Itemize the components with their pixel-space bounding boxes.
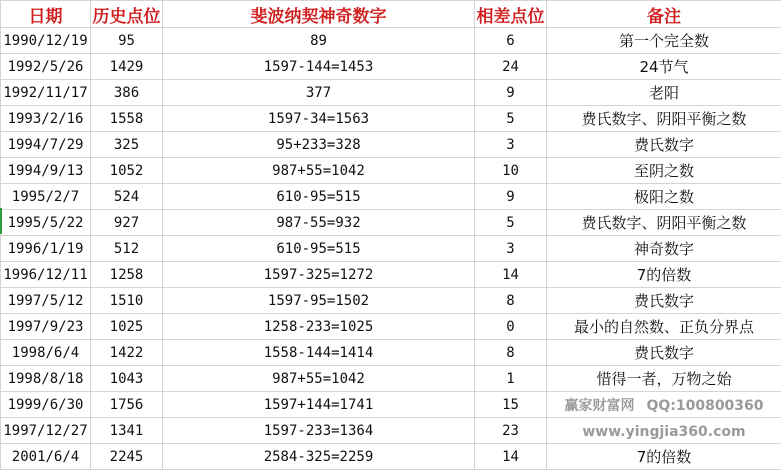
cell-historical-level[interactable]: 1558 bbox=[91, 106, 163, 132]
cell-note[interactable]: 最小的自然数、正负分界点 bbox=[547, 314, 781, 340]
table-row bbox=[1, 236, 781, 262]
cell-fibonacci-number[interactable]: 1597-233=1364 bbox=[163, 418, 475, 444]
header-fibonacci-number[interactable]: 斐波纳契神奇数字 bbox=[163, 1, 475, 28]
cell-historical-level[interactable]: 1756 bbox=[91, 392, 163, 418]
cell-fibonacci-number[interactable]: 1558-144=1414 bbox=[163, 340, 475, 366]
cell-historical-level[interactable]: 95 bbox=[91, 28, 163, 54]
cell-historical-level[interactable]: 1429 bbox=[91, 54, 163, 80]
table-row bbox=[1, 262, 781, 288]
active-row-marker bbox=[0, 208, 2, 234]
cell-historical-level[interactable]: 1258 bbox=[91, 262, 163, 288]
cell-fibonacci-number[interactable]: 1258-233=1025 bbox=[163, 314, 475, 340]
table-row bbox=[1, 210, 781, 236]
table-row bbox=[1, 288, 781, 314]
cell-date[interactable]: 1994/9/13 bbox=[1, 158, 91, 184]
cell-date[interactable]: 1998/6/4 bbox=[1, 340, 91, 366]
cell-date[interactable]: 1996/1/19 bbox=[1, 236, 91, 262]
cell-difference[interactable]: 10 bbox=[475, 158, 547, 184]
table-row bbox=[1, 392, 781, 418]
cell-historical-level[interactable]: 325 bbox=[91, 132, 163, 158]
cell-note[interactable] bbox=[547, 418, 781, 444]
cell-note[interactable]: 费氏数字 bbox=[547, 340, 781, 366]
cell-historical-level[interactable]: 927 bbox=[91, 210, 163, 236]
cell-difference[interactable]: 14 bbox=[475, 444, 547, 470]
cell-difference[interactable]: 8 bbox=[475, 340, 547, 366]
cell-difference[interactable]: 5 bbox=[475, 210, 547, 236]
cell-date[interactable]: 1993/2/16 bbox=[1, 106, 91, 132]
cell-date[interactable]: 1992/11/17 bbox=[1, 80, 91, 106]
cell-difference[interactable]: 6 bbox=[475, 28, 547, 54]
cell-date[interactable]: 1997/5/12 bbox=[1, 288, 91, 314]
table-row bbox=[1, 418, 781, 444]
table-row bbox=[1, 54, 781, 80]
cell-fibonacci-number[interactable]: 89 bbox=[163, 28, 475, 54]
table-row bbox=[1, 80, 781, 106]
cell-fibonacci-number[interactable]: 1597-34=1563 bbox=[163, 106, 475, 132]
cell-difference[interactable]: 0 bbox=[475, 314, 547, 340]
cell-date[interactable]: 2001/6/4 bbox=[1, 444, 91, 470]
cell-difference[interactable]: 3 bbox=[475, 132, 547, 158]
cell-note[interactable]: 24节气 bbox=[547, 54, 781, 80]
cell-fibonacci-number[interactable]: 2584-325=2259 bbox=[163, 444, 475, 470]
cell-note[interactable]: 至阴之数 bbox=[547, 158, 781, 184]
cell-historical-level[interactable]: 524 bbox=[91, 184, 163, 210]
watermark-url: www.yingjia360.com bbox=[582, 423, 746, 440]
cell-note[interactable]: 老阳 bbox=[547, 80, 781, 106]
cell-difference[interactable]: 23 bbox=[475, 418, 547, 444]
table-row bbox=[1, 366, 781, 392]
cell-date[interactable]: 1994/7/29 bbox=[1, 132, 91, 158]
cell-fibonacci-number[interactable]: 95+233=328 bbox=[163, 132, 475, 158]
table-row bbox=[1, 106, 781, 132]
header-historical-level[interactable]: 历史点位 bbox=[91, 1, 163, 28]
cell-fibonacci-number[interactable]: 987-55=932 bbox=[163, 210, 475, 236]
cell-historical-level[interactable]: 1043 bbox=[91, 366, 163, 392]
cell-date[interactable]: 1992/5/26 bbox=[1, 54, 91, 80]
cell-note[interactable]: 7的倍数 bbox=[547, 262, 781, 288]
cell-note[interactable]: 费氏数字 bbox=[547, 288, 781, 314]
cell-date[interactable]: 1999/6/30 bbox=[1, 392, 91, 418]
header-date[interactable]: 日期 bbox=[1, 1, 91, 28]
table-row bbox=[1, 158, 781, 184]
cell-difference[interactable]: 3 bbox=[475, 236, 547, 262]
cell-difference[interactable]: 14 bbox=[475, 262, 547, 288]
cell-date[interactable]: 1995/5/22 bbox=[1, 210, 91, 236]
cell-date[interactable]: 1990/12/19 bbox=[1, 28, 91, 54]
cell-historical-level[interactable]: 1052 bbox=[91, 158, 163, 184]
cell-difference[interactable]: 9 bbox=[475, 80, 547, 106]
cell-difference[interactable]: 8 bbox=[475, 288, 547, 314]
cell-date[interactable]: 1997/12/27 bbox=[1, 418, 91, 444]
cell-historical-level[interactable]: 1025 bbox=[91, 314, 163, 340]
watermark-qq: QQ:100800360 bbox=[646, 397, 764, 414]
cell-historical-level[interactable]: 1510 bbox=[91, 288, 163, 314]
watermark-brand: 赢家财富网 bbox=[564, 397, 635, 414]
cell-historical-level[interactable]: 1341 bbox=[91, 418, 163, 444]
cell-note[interactable] bbox=[547, 392, 781, 418]
cell-note[interactable]: 费氏数字、阴阳平衡之数 bbox=[547, 210, 781, 236]
cell-historical-level[interactable]: 512 bbox=[91, 236, 163, 262]
cell-historical-level[interactable]: 2245 bbox=[91, 444, 163, 470]
cell-difference[interactable]: 15 bbox=[475, 392, 547, 418]
table-row bbox=[1, 314, 781, 340]
cell-date[interactable]: 1995/2/7 bbox=[1, 184, 91, 210]
cell-difference[interactable]: 9 bbox=[475, 184, 547, 210]
table-row bbox=[1, 132, 781, 158]
cell-fibonacci-number[interactable]: 1597+144=1741 bbox=[163, 392, 475, 418]
cell-fibonacci-number[interactable]: 610-95=515 bbox=[163, 184, 475, 210]
cell-historical-level[interactable]: 1422 bbox=[91, 340, 163, 366]
cell-note[interactable]: 极阳之数 bbox=[547, 184, 781, 210]
cell-difference[interactable]: 1 bbox=[475, 366, 547, 392]
table-row bbox=[1, 28, 781, 54]
cell-difference[interactable]: 24 bbox=[475, 54, 547, 80]
table-row bbox=[1, 184, 781, 210]
cell-note[interactable]: 惜得一者，万物之始 bbox=[547, 366, 781, 392]
header-note[interactable]: 备注 bbox=[547, 1, 781, 28]
cell-date[interactable]: 1998/8/18 bbox=[1, 366, 91, 392]
table-row bbox=[1, 444, 781, 470]
cell-fibonacci-number[interactable]: 987+55=1042 bbox=[163, 158, 475, 184]
cell-fibonacci-number[interactable]: 610-95=515 bbox=[163, 236, 475, 262]
cell-note[interactable]: 第一个完全数 bbox=[547, 28, 781, 54]
cell-fibonacci-number[interactable]: 377 bbox=[163, 80, 475, 106]
cell-note[interactable]: 费氏数字、阴阳平衡之数 bbox=[547, 106, 781, 132]
cell-fibonacci-number[interactable]: 1597-144=1453 bbox=[163, 54, 475, 80]
cell-fibonacci-number[interactable]: 1597-95=1502 bbox=[163, 288, 475, 314]
header-difference[interactable]: 相差点位 bbox=[475, 1, 547, 28]
cell-note[interactable]: 神奇数字 bbox=[547, 236, 781, 262]
cell-historical-level[interactable]: 386 bbox=[91, 80, 163, 106]
cell-note[interactable]: 费氏数字 bbox=[547, 132, 781, 158]
cell-fibonacci-number[interactable]: 1597-325=1272 bbox=[163, 262, 475, 288]
cell-note[interactable]: 7的倍数 bbox=[547, 444, 781, 470]
cell-fibonacci-number[interactable]: 987+55=1042 bbox=[163, 366, 475, 392]
cell-date[interactable]: 1997/9/23 bbox=[1, 314, 91, 340]
table-row bbox=[1, 340, 781, 366]
header-row bbox=[1, 1, 781, 28]
cell-difference[interactable]: 5 bbox=[475, 106, 547, 132]
cell-date[interactable]: 1996/12/11 bbox=[1, 262, 91, 288]
